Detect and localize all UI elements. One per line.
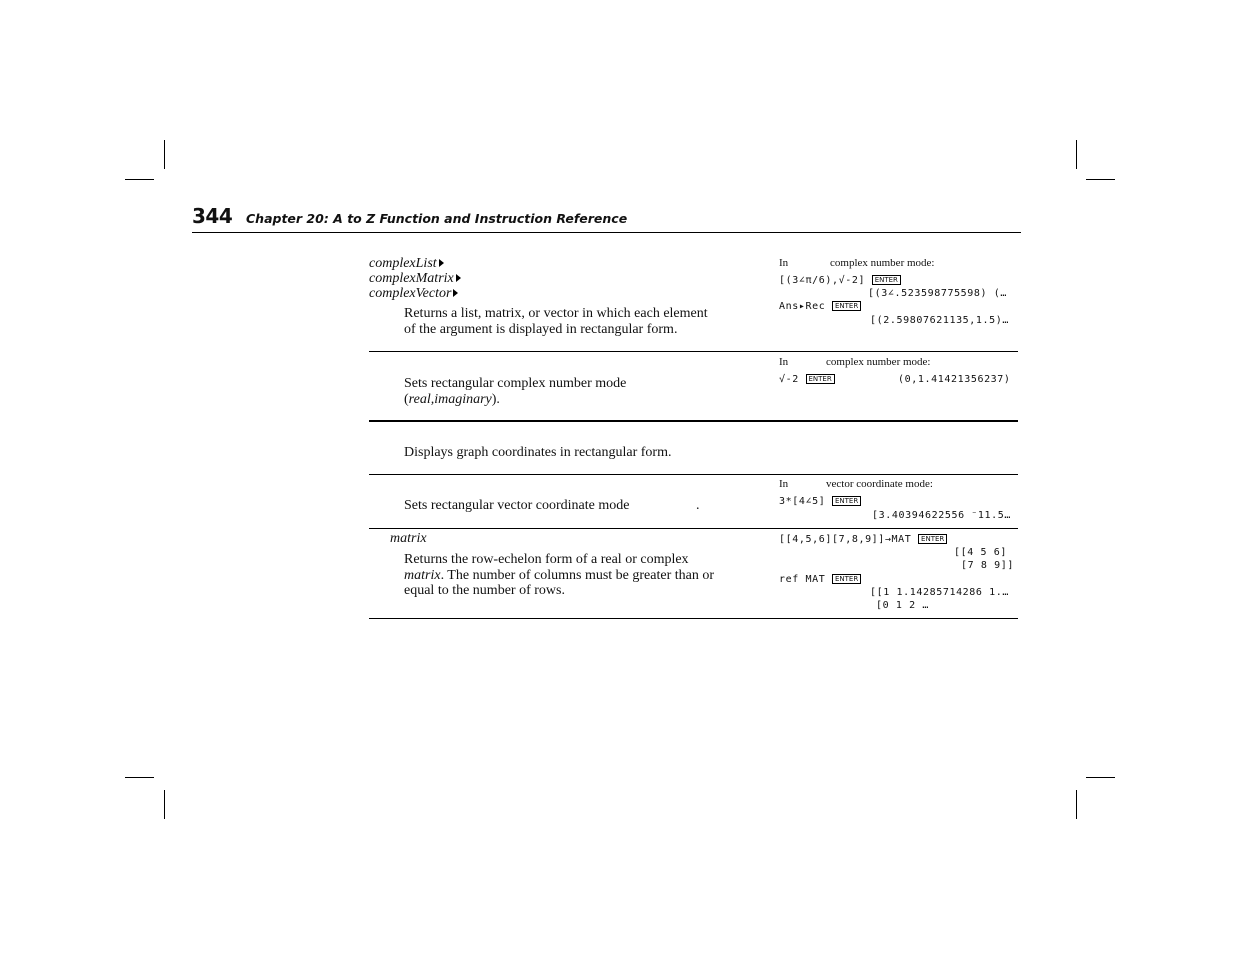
page-number: 344: [192, 204, 233, 228]
enter-key-icon: ENTER: [832, 301, 861, 311]
calc-result-line: [0 1 2 …: [876, 600, 929, 611]
convert-arrow-icon: [439, 259, 444, 267]
entry-divider: [369, 528, 1018, 529]
convert-arrow-icon: [453, 289, 458, 297]
calc-input-line: 3*[4∠5] ENTER: [779, 496, 861, 507]
example-label-in: In: [779, 478, 789, 490]
calc-result-line: [(3∠.523598775598) (…: [868, 288, 1008, 299]
entry-description: Displays graph coordinates in rectangular form.: [404, 445, 672, 460]
example-label-mode: complex number mode:: [826, 356, 931, 368]
calc-result-line: [[1 1.14285714286 1.…: [870, 587, 1010, 598]
calc-input-line: Ans▸Rec ENTER: [779, 301, 861, 312]
syntax-matrix-argument: matrix: [390, 531, 427, 546]
entry-divider: [369, 474, 1018, 475]
syntax-complex-vector: complexVector: [369, 286, 458, 301]
crop-mark-bottom-left-horizontal: [125, 777, 154, 778]
calc-result-line: [[4 5 6]: [954, 547, 1007, 558]
calc-result-line: [3.40394622556 ⁻11.5…: [872, 510, 1012, 521]
calc-result-line: [7 8 9]]: [961, 560, 1014, 571]
crop-mark-top-right-horizontal: [1086, 179, 1115, 180]
example-label-in: In: [779, 257, 789, 269]
calc-input-line: [[4,5,6][7,8,9]]→MAT ENTER: [779, 534, 947, 545]
section-divider: [369, 420, 1018, 422]
entry-description: Returns a list, matrix, or vector in which each element of the argument is displayed in rectangular form.: [404, 306, 708, 337]
calc-input-line: [(3∠π/6),√-2] ENTER: [779, 275, 901, 286]
enter-key-icon: ENTER: [918, 534, 947, 544]
crop-mark-bottom-right-horizontal: [1086, 777, 1115, 778]
crop-mark-top-left-horizontal: [125, 179, 154, 180]
calc-result-line: [(2.59807621135,1.5)…: [870, 315, 1010, 326]
crop-mark-top-left-vertical: [164, 140, 165, 169]
crop-mark-bottom-left-vertical: [164, 790, 165, 819]
calc-input-line: ref MAT ENTER: [779, 574, 861, 585]
entry-divider: [369, 618, 1018, 619]
entry-description: Sets rectangular complex number mode (real,imaginary).: [404, 376, 627, 407]
calc-result-line: (0,1.41421356237): [898, 374, 1011, 385]
calc-input-line: √-2 ENTER: [779, 374, 835, 385]
entry-divider: [369, 351, 1018, 352]
chapter-title: Chapter 20: A to Z Function and Instruction Reference: [246, 211, 628, 226]
header-rule: [192, 232, 1021, 233]
enter-key-icon: ENTER: [872, 275, 901, 285]
entry-description: Returns the row-echelon form of a real or complex matrix. The number of columns must be greater than or equal to the number of rows.: [404, 552, 715, 598]
enter-key-icon: ENTER: [806, 374, 835, 384]
crop-mark-top-right-vertical: [1076, 140, 1077, 169]
convert-arrow-icon: [456, 274, 461, 282]
enter-key-icon: ENTER: [832, 496, 861, 506]
entry-description: Sets rectangular vector coordinate mode: [404, 498, 630, 513]
example-label-in: In: [779, 356, 789, 368]
entry-description-period: .: [696, 498, 700, 513]
crop-mark-bottom-right-vertical: [1076, 790, 1077, 819]
example-label-mode: complex number mode:: [830, 257, 935, 269]
enter-key-icon: ENTER: [832, 574, 861, 584]
syntax-complex-matrix: complexMatrix: [369, 271, 461, 286]
syntax-complex-list: complexList: [369, 256, 444, 271]
example-label-mode: vector coordinate mode:: [826, 478, 933, 490]
